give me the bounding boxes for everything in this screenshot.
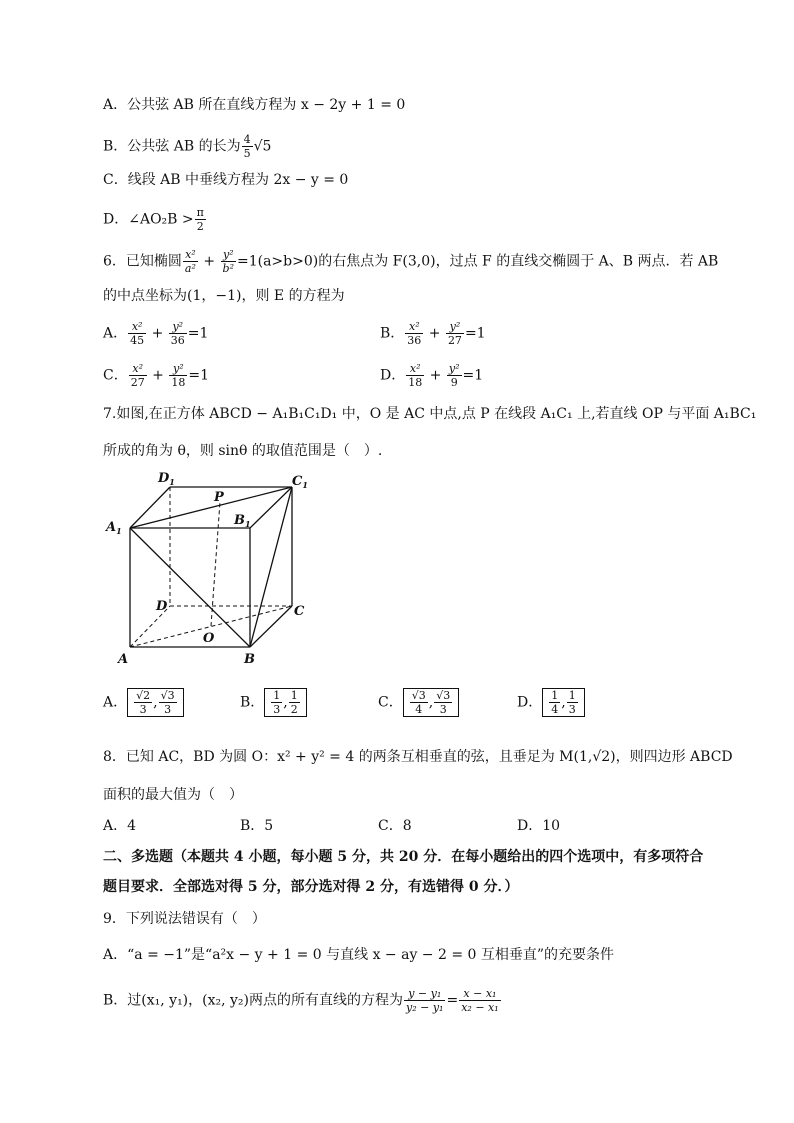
q9-option-b (103, 987, 502, 1014)
fraction (221, 248, 236, 275)
numerator: 1 (568, 689, 576, 702)
q8-option-d: D．10 (517, 818, 561, 834)
equals-sign: = (446, 992, 459, 1009)
q7-stem-line2: 所成的角为 θ，则 sinθ 的取值范围是（ ）. (103, 443, 383, 459)
q8-option-c: C．8 (378, 818, 412, 834)
denominator: 36 (407, 334, 422, 347)
option-label: D． (380, 367, 406, 384)
q9-option-b-text: B．过(x₁, y₁)，(x₂, y₂)两点的所有直线的方程为 (103, 992, 403, 1009)
numerator: y² (169, 320, 187, 334)
q6-option-d: D． $\frac{\text{x²}}{18}$ + $\frac{\text{y²}}{9}$ =1 (380, 362, 484, 389)
denominator: 36 (170, 334, 185, 347)
numerator: x² (129, 362, 147, 376)
segment-b-c1 (250, 487, 292, 647)
q8-option-a: A．4 (103, 818, 137, 834)
numerator: y² (446, 320, 464, 334)
q7-stem-line1: 7.如图,在正方体 ABCD − A₁B₁C₁D₁ 中，O 是 AC 中点,点 P 在线段 A₁C₁ 上,若直线 OP 与平面 A₁BC₁ (103, 406, 757, 422)
denominator: x₂ − x₁ (461, 1001, 499, 1014)
numerator: x² (183, 248, 198, 262)
option-label: B． (380, 325, 405, 342)
equals-one: =1 (464, 325, 486, 342)
denominator: 45 (130, 334, 145, 347)
sqrt-text: √5 (253, 138, 272, 155)
edge-b-c (250, 606, 292, 647)
q6-stem-line2: 的中点坐标为(1，−1)，则 E 的方程为 (103, 288, 345, 304)
numerator: 1 (290, 689, 298, 702)
q9-option-a: A．“a = −1”是“a²x − y + 1 = 0 与直线 x − ay − 2 = 0 互相垂直”的充要条件 (103, 947, 615, 963)
label-a: A (118, 652, 129, 667)
denominator: 27 (130, 376, 145, 389)
denominator: 18 (408, 376, 423, 389)
fraction (459, 987, 500, 1014)
q7-option-a (103, 688, 184, 717)
section-heading-line1: 二、多选题（本题共 4 小题，每小题 5 分，共 20 分．在每小题给出的四个选项中，有多项符合 (103, 849, 704, 865)
q5-option-a: A．公共弦 AB 所在直线方程为 x − 2y + 1 = 0 (103, 97, 406, 113)
interval: $\frac{1}{3}$ , $\frac{1}{2}$ (264, 688, 306, 717)
numerator: x² (128, 320, 146, 334)
denominator: 27 (447, 334, 462, 347)
q7-option-d (517, 688, 585, 717)
cube-diagram (100, 465, 320, 670)
denominator: 3 (273, 703, 281, 716)
label-b1: $B_1$ (234, 513, 251, 529)
segment-o-p (211, 502, 220, 626)
label-o: O (203, 631, 215, 646)
denominator: 18 (171, 376, 186, 389)
q8-stem-line2: 面积的最大值为（ ） (103, 787, 243, 803)
fraction (242, 133, 253, 160)
fraction (446, 320, 464, 347)
denominator: a² (184, 262, 196, 275)
label-c: C (294, 604, 305, 619)
q9-stem: 9．下列说法错误有（ ） (103, 911, 266, 927)
segment-a1-c1 (130, 487, 292, 528)
option-label: A． (103, 694, 128, 711)
equals-one: =1 (188, 367, 209, 384)
fraction (169, 320, 187, 347)
numerator: π (196, 206, 204, 219)
denominator: 2 (290, 703, 298, 716)
section-heading-line2: 题目要求．全部选对得 5 分，部分选对得 2 分，有选错得 0 分．） (103, 879, 519, 895)
denominator: b² (222, 262, 234, 275)
fraction (183, 248, 198, 275)
q6-option-a: A． $\frac{\text{x²}}{45}$ + $\frac{\text{y²}}{36}$ =1 (103, 320, 209, 347)
denominator: 4 (551, 703, 559, 716)
label-c1: $C_1$ (292, 474, 308, 490)
numerator: y − y₁ (404, 987, 445, 1001)
numerator: y² (221, 248, 236, 262)
q5-option-b (103, 133, 271, 160)
segment-a1-b (130, 528, 250, 647)
q6-option-c: C． $\frac{\text{x²}}{27}$ + $\frac{\text{y²}}{18}$ =1 (103, 362, 209, 389)
numerator: x² (406, 362, 424, 376)
q5-option-d-text: D．∠AO₂B > (103, 211, 194, 228)
numerator: √3 (436, 689, 451, 702)
fraction (404, 987, 445, 1014)
denominator: y₂ − y₁ (406, 1001, 444, 1014)
q6-stem-text: =1(a>b>0)的右焦点为 F(3,0)，过点 F 的直线交椭圆于 A、B 两点．若 AB (236, 253, 719, 270)
q8-option-b: B．5 (240, 818, 274, 834)
fraction (129, 362, 147, 389)
numerator: y² (169, 362, 187, 376)
q7-option-c (378, 688, 459, 717)
option-label: C． (103, 367, 128, 384)
fraction (406, 362, 424, 389)
denominator: 3 (164, 703, 172, 716)
label-a1: $A_1$ (106, 520, 122, 536)
fraction (128, 320, 146, 347)
denominator: 9 (450, 376, 458, 389)
option-label: B． (240, 694, 265, 711)
label-p: P (214, 490, 224, 505)
numerator: √3 (411, 689, 426, 702)
denominator: 3 (568, 703, 576, 716)
q5-option-c: C．线段 AB 中垂线方程为 2x − y = 0 (103, 172, 349, 188)
q5-option-b-text: B．公共弦 AB 的长为 (103, 138, 241, 155)
label-b: B (244, 652, 255, 667)
interval: $\frac{1}{4}$ , $\frac{1}{3}$ (542, 688, 584, 717)
fraction (195, 206, 206, 233)
numerator: x² (405, 320, 423, 334)
denominator: 3 (439, 703, 447, 716)
label-d1: $D_1$ (158, 471, 175, 487)
denominator: 5 (243, 147, 251, 160)
q6-stem-text: 6．已知椭圆 (103, 253, 182, 270)
fraction (447, 362, 462, 389)
numerator: √2 (136, 689, 151, 702)
q6-option-b: B． $\frac{\text{x²}}{36}$ + $\frac{\text{y²}}{27}$ =1 (380, 320, 486, 347)
numerator: y² (448, 362, 460, 375)
edge-b1-c1 (250, 487, 292, 528)
q8-stem-line1: 8．已知 AC，BD 为圆 O：x² + y² = 4 的两条互相垂直的弦，且垂足为 M(1,√2)，则四边形 ABCD (103, 749, 733, 765)
label-d: D (156, 599, 168, 614)
option-label: A． (103, 325, 128, 342)
numerator: x − x₁ (459, 987, 500, 1001)
numerator: 4 (243, 133, 251, 146)
denominator: 2 (196, 220, 204, 233)
numerator: 1 (551, 689, 559, 702)
numerator: √3 (160, 689, 175, 702)
q7-option-b (240, 688, 307, 717)
interval: $\frac{√2}{3}$ , $\frac{√3}{3}$ (127, 688, 183, 717)
denominator: 3 (139, 703, 147, 716)
option-label: D． (517, 694, 543, 711)
equals-one: =1 (462, 367, 484, 384)
fraction (405, 320, 423, 347)
q6-stem-line1: 6．已知椭圆 $\frac{\text{x²}}{\text{a²}}$ + $\frac{\text{y²}}{\text{b²}}$ =1(a>b>0)的右焦点为 F(3,0)，过点 F 的直线交椭圆于 A、B 两点．若 AB (103, 248, 719, 275)
equals-one: =1 (187, 325, 209, 342)
option-label: C． (378, 694, 403, 711)
fraction (169, 362, 187, 389)
q5-option-d (103, 206, 207, 233)
numerator: 1 (273, 689, 281, 702)
edge-a1-d1 (130, 487, 170, 528)
denominator: 4 (415, 703, 423, 716)
interval: $\frac{√3}{4}$ , $\frac{√3}{3}$ (403, 688, 459, 717)
